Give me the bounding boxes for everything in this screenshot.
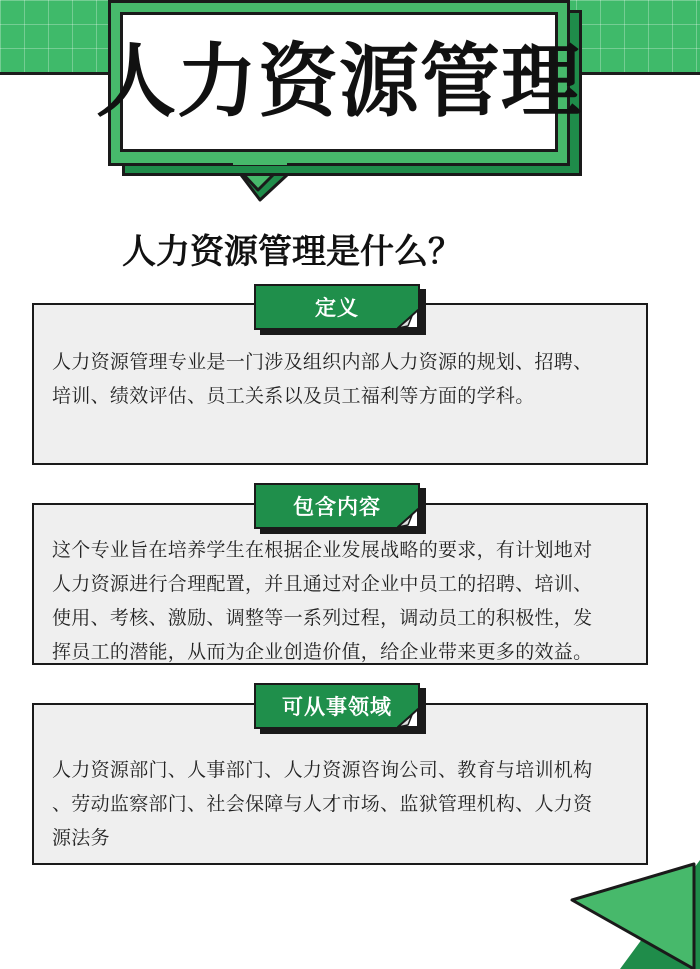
banner-tail-joint xyxy=(0,0,700,260)
content-line: 这个专业旨在培养学生在根据企业发展战略的要求，有计划地对 xyxy=(52,539,593,561)
definition-line: 人力资源管理专业是一门涉及组织内部人力资源的规划、招聘、 xyxy=(52,351,593,373)
career-line: 、劳动监察部门、社会保障与人才市场、监狱管理机构、人力资 xyxy=(52,793,593,815)
content-tag xyxy=(254,483,420,529)
career-tag xyxy=(254,683,420,729)
definition-line: 培训、绩效评估、员工关系以及员工福利等方面的学科。 xyxy=(52,385,535,407)
career-line: 源法务 xyxy=(52,827,110,849)
definition-tag xyxy=(254,284,420,330)
page-title: 人力资源管理 xyxy=(96,35,582,128)
content-line: 挥员工的潜能，从而为企业创造价值，给企业带来更多的效益。 xyxy=(52,641,593,663)
page-fold-icon xyxy=(394,703,422,731)
career-line: 人力资源部门、人事部门、人力资源咨询公司、教育与培训机构 xyxy=(52,759,593,781)
corner-triangle-decoration xyxy=(560,860,700,969)
content-line: 人力资源进行合理配置，并且通过对企业中员工的招聘、培训、 xyxy=(52,573,593,595)
career-tag-label: 可从事领域 xyxy=(282,695,392,719)
page-fold-icon xyxy=(394,503,422,531)
page-subtitle: 人力资源管理是什么？ xyxy=(122,232,462,272)
content-text xyxy=(52,533,632,669)
career-text xyxy=(52,753,632,855)
definition-text xyxy=(52,345,632,413)
content-line: 使用、考核、激励、调整等一系列过程，调动员工的积极性，发 xyxy=(52,607,593,629)
content-tag-label: 包含内容 xyxy=(293,495,381,519)
page-fold-icon xyxy=(394,304,422,332)
definition-tag-label: 定义 xyxy=(315,296,359,320)
